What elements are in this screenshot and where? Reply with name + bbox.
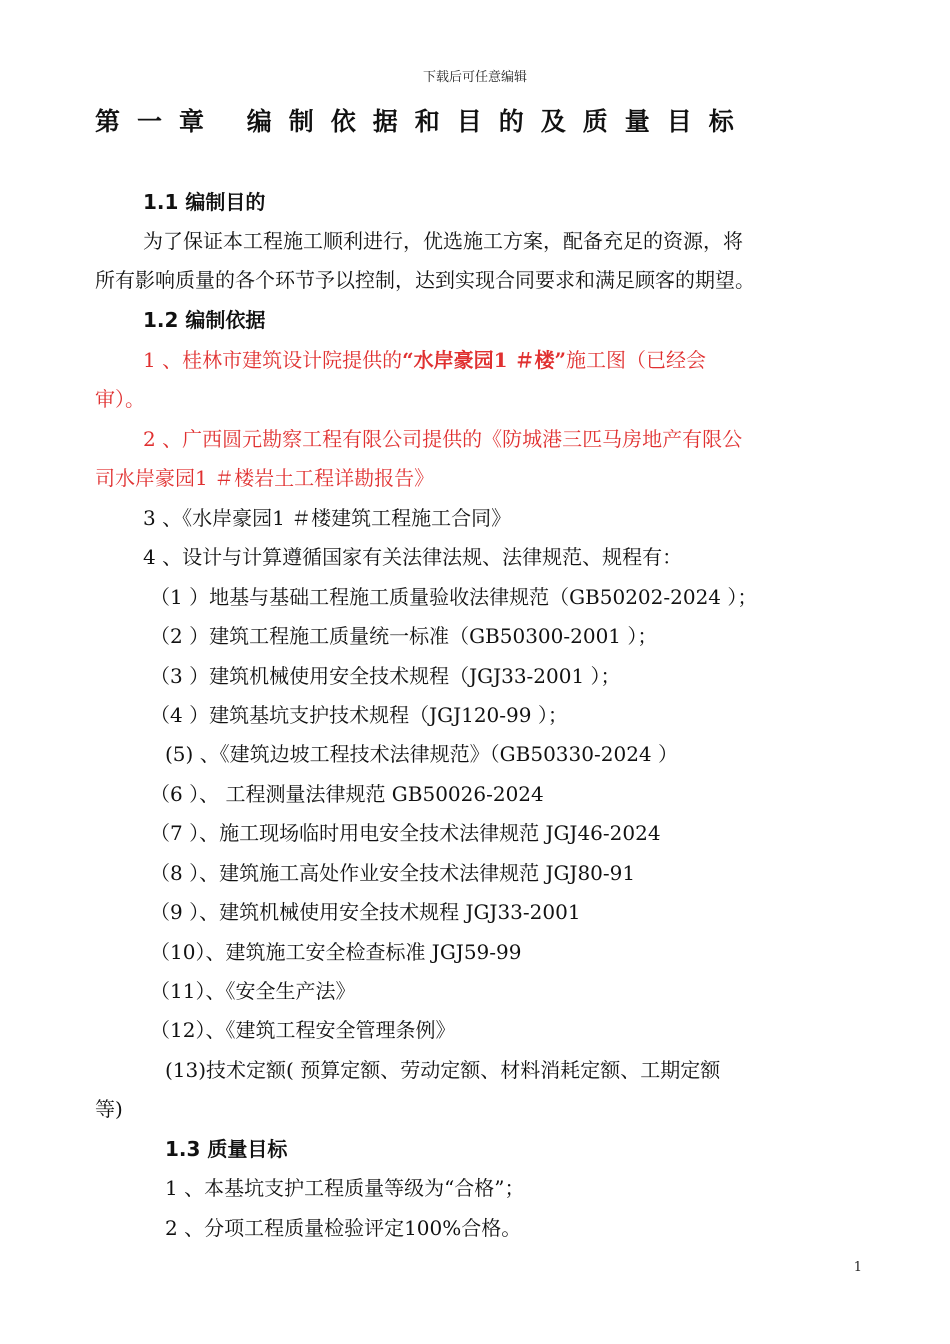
basis-item-1: [143, 344, 706, 373]
regulation-item: （10）、建筑施工安全检查标准 JGJ59-99: [150, 940, 522, 964]
header-note: 下载后可任意编辑: [422, 70, 527, 85]
regulation-item: (13)技术定额( 预算定额、劳动定额、材料消耗定额、工期定额: [165, 1058, 721, 1082]
quality-goal-item: 2 、分项工程质量检验评定100%合格。: [165, 1216, 522, 1240]
basis-item-4: 4 、设计与计算遵循国家有关法律法规、法律规范、规程有：: [143, 545, 683, 569]
basis-item-1-text: 1 、桂林市建筑设计院提供的: [143, 348, 403, 372]
project-name: “水岸豪园1 ＃楼”: [402, 348, 566, 372]
basis-item-2-cont: 司水岸豪园1 ＃楼岩土工程详勘报告》: [95, 466, 435, 490]
regulation-item-cont: 等): [95, 1097, 123, 1121]
basis-item-3: 3 、《水岸豪园1 ＃楼建筑工程施工合同》: [143, 506, 512, 530]
regulation-item: （9 ）、建筑机械使用安全技术规程 JGJ33-2001: [150, 900, 581, 924]
section-heading-1-1: 1.1 编制目的: [143, 190, 266, 214]
regulation-item: （4 ）建筑基坑支护技术规程（JGJ120-99 ）；: [150, 703, 568, 727]
quality-goal-item: 1 、本基坑支护工程质量等级为“合格”；: [165, 1176, 525, 1200]
paragraph-line: 所有影响质量的各个环节予以控制，达到实现合同要求和满足顾客的期望。: [95, 268, 755, 292]
regulation-item: （3 ）建筑机械使用安全技术规程（JGJ33-2001 ）；: [150, 664, 621, 688]
regulation-item: （6 ）、 工程测量法律规范 GB50026-2024: [150, 782, 544, 806]
chapter-title: 第一章 编制依据和目的及质量目标: [95, 107, 751, 136]
page-number: 1: [853, 1260, 862, 1275]
paragraph-line: 为了保证本工程施工顺利进行，优选施工方案，配备充足的资源，将: [143, 229, 743, 253]
regulation-item: （2 ）建筑工程施工质量统一标准（GB50300-2001 ）；: [150, 624, 658, 648]
section-heading-1-2: 1.2 编制依据: [143, 308, 266, 332]
regulation-item: （8 ）、建筑施工高处作业安全技术法律规范 JGJ80-91: [150, 861, 636, 885]
basis-item-1-text: 施工图（已经会: [565, 348, 706, 372]
regulation-item: （12）、《建筑工程安全管理条例》: [150, 1018, 456, 1042]
basis-item-1-cont: 审）。: [95, 387, 145, 411]
basis-item-2: 2 、广西圆元勘察工程有限公司提供的《防城港三匹马房地产有限公: [143, 427, 743, 451]
regulation-item: （7 ）、施工现场临时用电安全技术法律规范 JGJ46-2024: [150, 821, 661, 845]
regulation-item: （11）、《安全生产法》: [150, 979, 356, 1003]
regulation-item: (5) 、《建筑边坡工程技术法律规范》（GB50330-2024 ）: [165, 742, 678, 766]
regulation-item: （1 ）地基与基础工程施工质量验收法律规范（GB50202-2024 ）；: [150, 585, 758, 609]
section-heading-1-3: 1.3 质量目标: [165, 1137, 288, 1161]
